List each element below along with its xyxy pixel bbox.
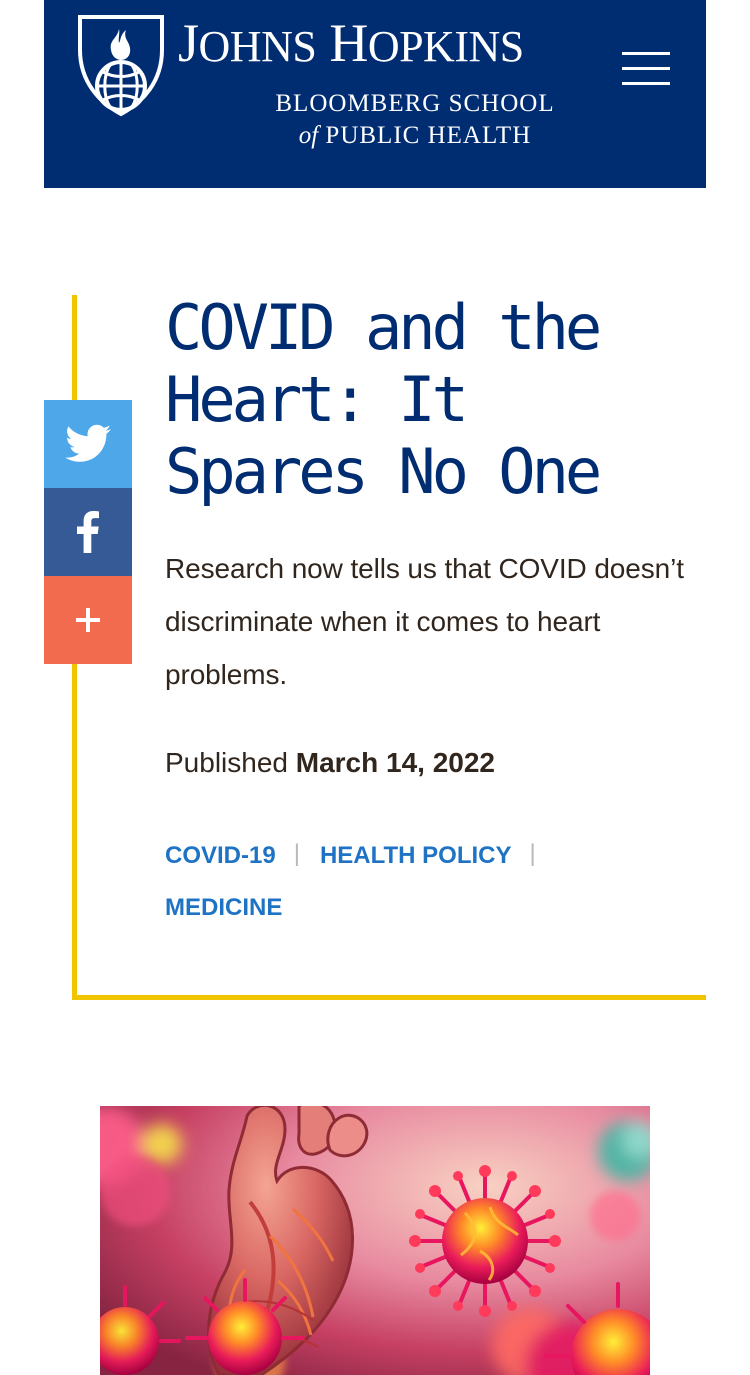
site-header: [44, 0, 706, 188]
twitter-share-button[interactable]: [44, 400, 132, 488]
article-summary: Research now tells us that COVID doesn’t discriminate when it comes to heart problems.: [165, 553, 684, 690]
tag-medicine[interactable]: MEDICINE: [165, 894, 283, 921]
shield-logo-icon: [74, 12, 168, 118]
brand-title-j: J: [178, 13, 199, 73]
hamburger-menu-button[interactable]: [622, 51, 670, 89]
facebook-share-button[interactable]: [44, 488, 132, 576]
brand-title: [178, 13, 608, 73]
hamburger-menu-icon-line: [622, 82, 670, 85]
plus-icon: [76, 608, 100, 632]
published-date: March 14, 2022: [295, 747, 496, 778]
published-date-line: [165, 739, 685, 787]
article-feature-image: [100, 1106, 650, 1375]
brand-title-h: H: [329, 13, 368, 73]
hamburger-menu-icon: [622, 52, 670, 55]
tag-separator: |: [293, 840, 300, 867]
published-label: Published: [165, 747, 288, 778]
heart-virus-illustration: [100, 1106, 650, 1375]
article-tags: [165, 830, 635, 934]
share-toolbar: [44, 400, 132, 665]
brand-subtitle-public-health: PUBLIC HEALTH: [325, 122, 532, 149]
hamburger-menu-icon-line: [622, 67, 670, 70]
brand-title-opkins: OPKINS: [367, 22, 524, 71]
more-share-button[interactable]: [44, 576, 132, 664]
site-logo-link[interactable]: [74, 8, 610, 158]
brand-subtitle-line-1: BLOOMBERG SCHOOL: [275, 90, 555, 117]
tag-separator: |: [529, 840, 536, 867]
article-title: COVID and the Heart: It Spares No One: [165, 291, 599, 508]
brand-subtitle-of: of: [298, 122, 319, 149]
brand-subtitle-line-2: [256, 120, 574, 152]
tag-covid-19[interactable]: COVID-19: [165, 842, 276, 869]
facebook-icon: [77, 511, 99, 553]
tag-health-policy[interactable]: HEALTH POLICY: [319, 842, 512, 869]
brand-title-ohns: OHNS: [198, 22, 317, 71]
article-hero: [72, 291, 706, 1000]
twitter-icon: [64, 424, 112, 464]
brand-subtitle: [256, 88, 574, 152]
